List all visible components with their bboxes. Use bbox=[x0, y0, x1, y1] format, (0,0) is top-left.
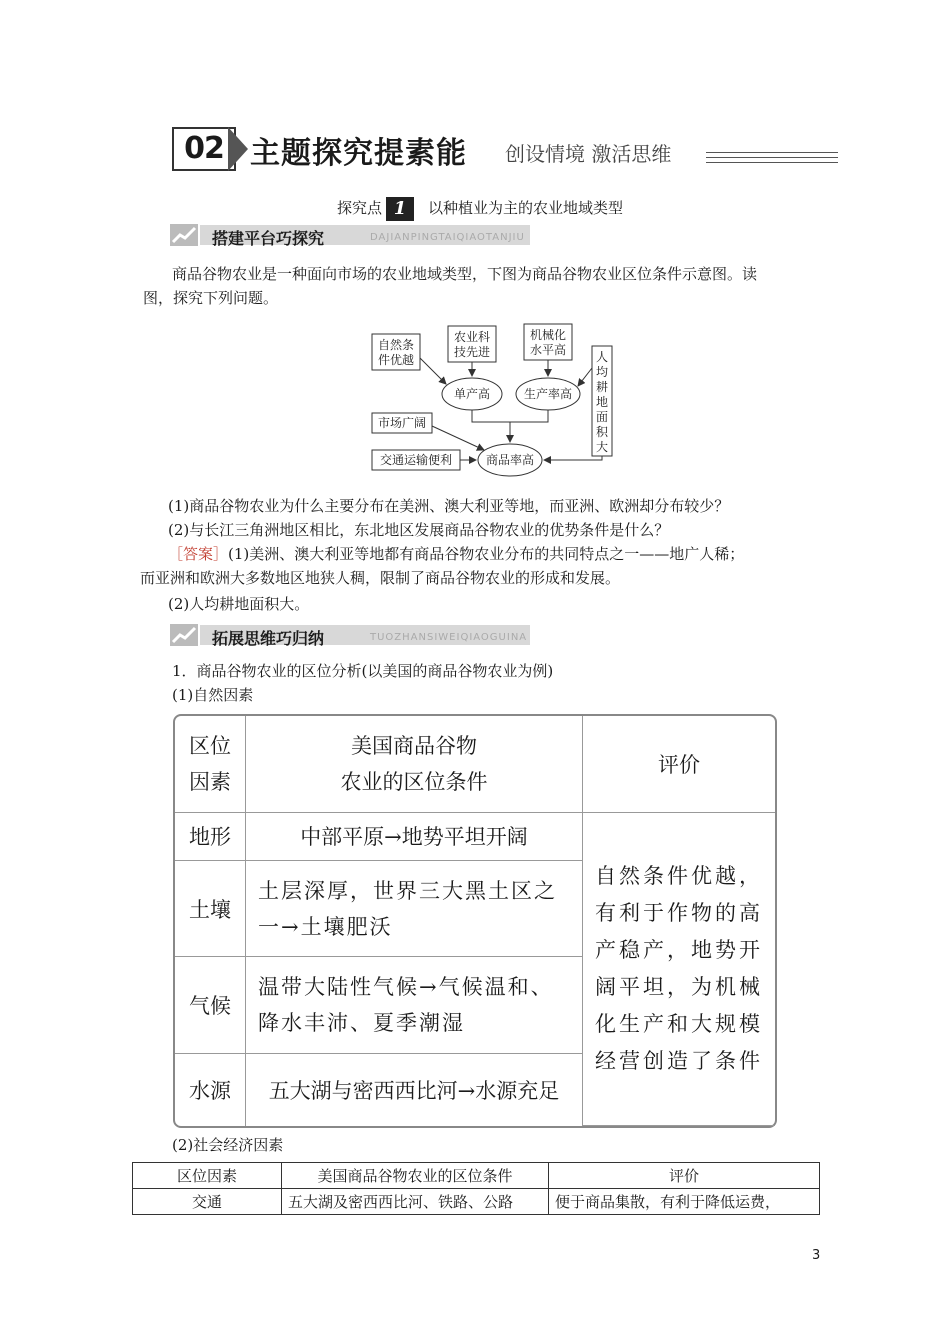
arrow bbox=[544, 456, 602, 460]
explore-title: 以种植业为主的农业地域类型 bbox=[428, 199, 624, 217]
box-transport-text: 交通运输便利 bbox=[379, 453, 453, 467]
answer-2: (2)人均耕地面积大。 bbox=[168, 595, 310, 613]
condition-cell: 中部平原→地势平坦开阔 bbox=[246, 812, 583, 860]
answer-line-2: 而亚洲和欧洲大多数地区地狭人稠，限制了商品谷物农业的形成和发展。 bbox=[140, 569, 621, 587]
perland-char: 大 bbox=[595, 440, 609, 454]
intro-line: 图，探究下列问题。 bbox=[143, 289, 279, 307]
socio-factors-heading: (2)社会经济因素 bbox=[172, 1136, 284, 1154]
ellipse-productivity-text: 生产率高 bbox=[523, 387, 573, 401]
arrow bbox=[420, 358, 446, 384]
banner-rule bbox=[706, 157, 838, 158]
natural-factors-table bbox=[173, 714, 777, 1128]
section-title: 拓展思维巧归纳 bbox=[212, 629, 325, 648]
section-pinyin: DAJIANPINGTAIQIAOTANJIU bbox=[370, 232, 525, 243]
box-mech-text: 机械化 bbox=[529, 328, 567, 342]
evaluation-cell: 便于商品集散，有利于降低运费， bbox=[549, 1189, 820, 1215]
condition-cell: 五大湖及密西西比河、铁路、公路 bbox=[282, 1189, 549, 1215]
natural-factors-heading: (1)自然因素 bbox=[172, 686, 254, 704]
intro-line: 商品谷物农业是一种面向市场的农业地域类型，下图为商品谷物农业区位条件示意图。读 bbox=[172, 265, 758, 283]
trend-chart-icon bbox=[170, 224, 198, 246]
header-evaluation: 评价 bbox=[583, 716, 776, 812]
banner-rule bbox=[706, 152, 838, 153]
ellipse-yield-text: 单产高 bbox=[453, 387, 491, 401]
chapter-title: 主题探究提素能 bbox=[250, 136, 467, 171]
perland-char: 人 bbox=[595, 350, 609, 364]
box-mech-text: 水平高 bbox=[529, 343, 567, 357]
perland-char: 积 bbox=[595, 425, 609, 439]
arrow bbox=[578, 368, 592, 386]
point-1: 1．商品谷物农业的区位分析(以美国的商品谷物农业为例) bbox=[172, 662, 554, 680]
chapter-subtitle: 创设情境 激活思维 bbox=[505, 142, 672, 166]
explore-number-badge: 1 bbox=[386, 197, 414, 221]
condition-cell: 土层深厚，世界三大黑土区之一→土壤肥沃 bbox=[246, 861, 583, 957]
header-factor: 区位 因素 bbox=[175, 716, 246, 812]
header-condition: 美国商品谷物农业的区位条件 bbox=[282, 1163, 549, 1189]
box-market-text: 市场广阔 bbox=[377, 416, 427, 430]
location-factors-diagram bbox=[360, 318, 620, 480]
trend-chart-icon bbox=[170, 624, 198, 646]
box-natural-text: 件优越 bbox=[377, 353, 415, 367]
box-natural-text: 自然条 bbox=[377, 338, 415, 352]
explore-point-heading bbox=[337, 197, 623, 221]
box-tech-text: 技先进 bbox=[453, 345, 491, 359]
section-title: 搭建平台巧探究 bbox=[212, 229, 325, 248]
factor-cell: 气候 bbox=[175, 957, 246, 1053]
answer-tag: ［答案］ bbox=[168, 545, 229, 563]
question-2: (2)与长江三角洲地区相比，东北地区发展商品谷物农业的优势条件是什么？ bbox=[168, 521, 670, 539]
banner-rule bbox=[706, 162, 838, 163]
arrow bbox=[432, 426, 484, 450]
socio-factors-table bbox=[132, 1162, 820, 1215]
factor-cell: 地形 bbox=[175, 812, 246, 860]
box-tech-text: 农业科 bbox=[453, 330, 491, 344]
chapter-wedge bbox=[228, 127, 248, 171]
evaluation-cell: 自然条件优越，有利于作物的高产稳产，地势开阔平坦，为机械化生产和大规模经营创造了条件 bbox=[583, 812, 776, 1125]
answer-line-1: ［答案］(1)美洲、澳大利亚等地都有商品谷物农业分布的共同特点之一——地广人稀； bbox=[168, 545, 745, 563]
chapter-number: 02 bbox=[172, 127, 236, 171]
section-pinyin: TUOZHANSIWEIQIAOGUINA bbox=[370, 632, 528, 643]
factor-cell: 土壤 bbox=[175, 861, 246, 957]
perland-char: 地 bbox=[595, 395, 609, 409]
condition-cell: 五大湖与密西西比河→水源充足 bbox=[246, 1053, 583, 1125]
perland-char: 均 bbox=[595, 365, 609, 379]
condition-cell: 温带大陆性气候→气候温和、降水丰沛、夏季潮湿 bbox=[246, 957, 583, 1053]
header-evaluation: 评价 bbox=[549, 1163, 820, 1189]
perland-char: 耕 bbox=[595, 380, 609, 394]
arrow bbox=[510, 410, 548, 422]
perland-char: 面 bbox=[595, 410, 609, 424]
question-1: (1)商品谷物农业为什么主要分布在美洲、澳大利亚等地，而亚洲、欧洲却分布较少？ bbox=[168, 497, 730, 515]
ellipse-commodity-text: 商品率高 bbox=[485, 453, 535, 467]
arrow bbox=[472, 410, 510, 422]
factor-cell: 水源 bbox=[175, 1053, 246, 1125]
factor-cell: 交通 bbox=[133, 1189, 282, 1215]
header-factor: 区位因素 bbox=[133, 1163, 282, 1189]
page-number: 3 bbox=[812, 1248, 821, 1263]
header-condition: 美国商品谷物 农业的区位条件 bbox=[246, 716, 583, 812]
explore-label: 探究点 bbox=[337, 199, 383, 217]
